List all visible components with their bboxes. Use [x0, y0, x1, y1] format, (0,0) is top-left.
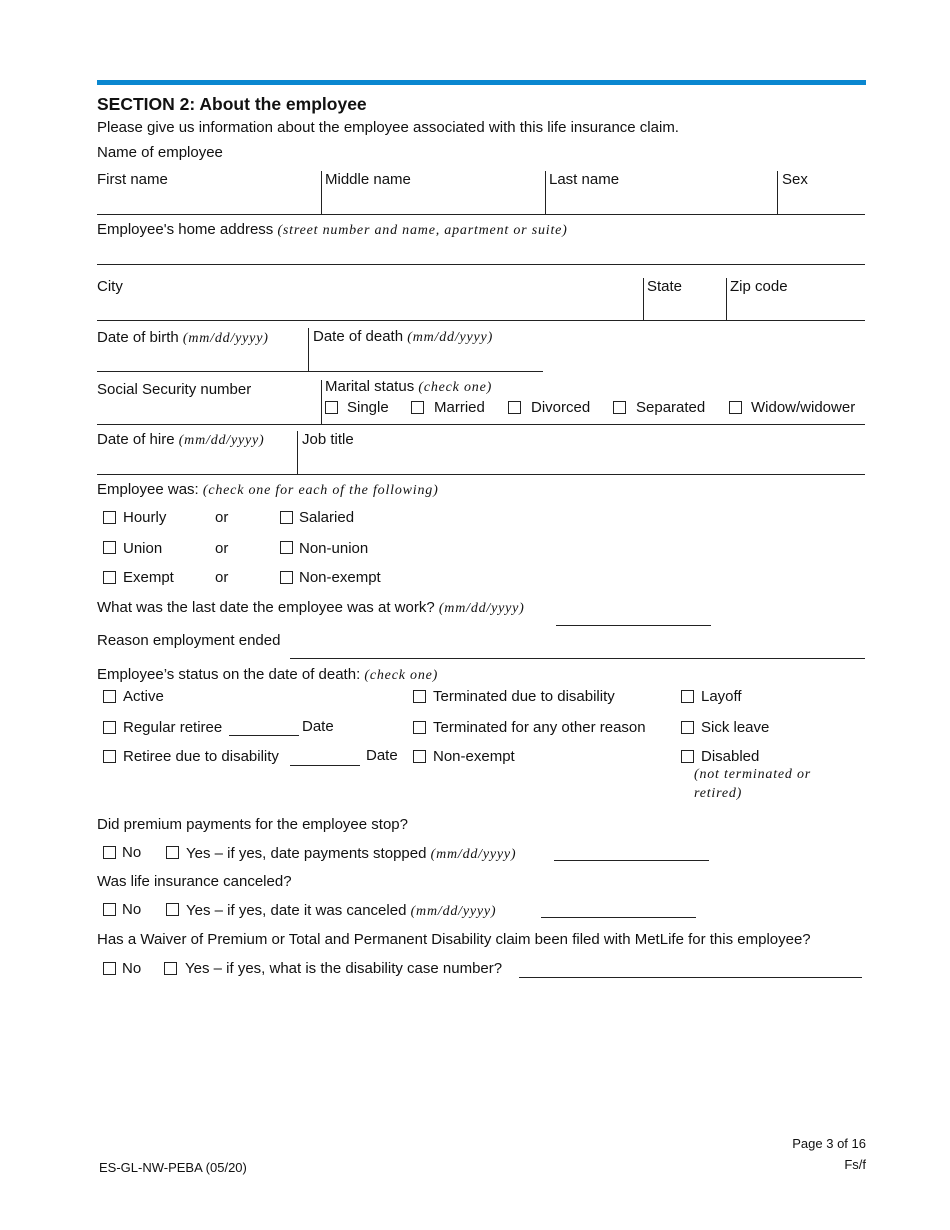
field-underline — [556, 625, 711, 626]
status-hint: (check one) — [364, 668, 439, 683]
last-name-label: Last name — [549, 171, 620, 188]
disabled-label: Disabled — [701, 748, 760, 765]
field-underline — [541, 917, 696, 918]
name-heading: Name of employee — [97, 144, 223, 161]
zip-label: Zip code — [730, 278, 788, 295]
form-id: ES-GL-NW-PEBA (05/20) — [99, 1160, 247, 1175]
regular-retiree-date-field[interactable] — [229, 718, 299, 735]
employee-was-hint: (check one for each of the following) — [202, 483, 439, 498]
sick-leave-checkbox[interactable] — [681, 721, 694, 734]
status-label-text: Employee’s status on the date of death: — [97, 666, 361, 683]
disabled-note: (not terminated or — [694, 767, 812, 782]
home-address-hint: (street number and name, apartment or suite) — [277, 223, 568, 238]
marital-widow-checkbox[interactable] — [729, 401, 742, 414]
marital-status-label-text: Marital status — [325, 378, 415, 395]
employee-was-label-text: Employee was: — [97, 481, 199, 498]
canceled-yes-label-text: Yes – if yes, date it was canceled — [186, 902, 407, 919]
last-date-label-text: What was the last date the employee was at work? — [97, 599, 435, 616]
terminated-other-label: Terminated for any other reason — [433, 719, 646, 736]
city-label: City — [97, 278, 123, 295]
active-checkbox[interactable] — [103, 690, 116, 703]
premium-yes-label-text: Yes – if yes, date payments stopped — [186, 845, 427, 862]
canceled-no-checkbox[interactable] — [103, 903, 116, 916]
marital-divorced-label: Divorced — [531, 399, 591, 416]
ssn-field[interactable] — [97, 376, 320, 424]
sex-field[interactable] — [778, 168, 865, 214]
field-underline — [290, 658, 865, 659]
section-title: SECTION 2: About the employee — [97, 94, 367, 114]
first-name-label: First name — [97, 171, 168, 188]
state-field[interactable] — [644, 272, 726, 320]
canceled-no-label: No — [122, 901, 142, 918]
sex-label: Sex — [782, 171, 808, 188]
status-non-exempt-checkbox[interactable] — [413, 750, 426, 763]
marital-separated-label: Separated — [636, 399, 706, 416]
non-union-label: Non-union — [299, 540, 369, 557]
regular-retiree-checkbox[interactable] — [103, 721, 116, 734]
non-exempt-label: Non-exempt — [299, 569, 381, 586]
page-code: Fs/f — [844, 1157, 866, 1172]
middle-name-field[interactable] — [322, 168, 544, 214]
salaried-label: Salaried — [299, 509, 355, 526]
hourly-checkbox[interactable] — [103, 511, 116, 524]
marital-widow-label: Widow/widower — [751, 399, 856, 416]
exempt-label: Exempt — [123, 569, 174, 586]
field-underline — [97, 474, 865, 475]
non-exempt-checkbox[interactable] — [280, 571, 293, 584]
canceled-date-field[interactable] — [541, 897, 696, 917]
dod-hint: (mm/dd/yyyy) — [407, 330, 494, 345]
marital-status-hint: (check one) — [418, 380, 493, 395]
regular-retiree-label: Regular retiree — [123, 719, 223, 736]
premium-no-checkbox[interactable] — [103, 846, 116, 859]
disabled-checkbox[interactable] — [681, 750, 694, 763]
exempt-checkbox[interactable] — [103, 571, 116, 584]
field-underline — [97, 320, 865, 321]
waiver-no-checkbox[interactable] — [103, 962, 116, 975]
field-underline — [229, 735, 299, 736]
middle-name-label: Middle name — [325, 171, 411, 188]
or-label: or — [215, 540, 229, 557]
union-label: Union — [123, 540, 163, 557]
retiree-disability-label: Retiree due to disability — [123, 748, 279, 765]
marital-married-checkbox[interactable] — [411, 401, 424, 414]
last-date-hint: (mm/dd/yyyy) — [438, 601, 525, 616]
field-underline — [97, 264, 865, 265]
union-checkbox[interactable] — [103, 541, 116, 554]
canceled-yes-label — [186, 902, 496, 920]
section-intro: Please give us information about the employee associated with this life insurance claim. — [97, 119, 679, 136]
job-title-field[interactable] — [298, 428, 865, 474]
home-address-label — [97, 221, 568, 239]
reason-field[interactable] — [290, 636, 865, 658]
waiver-case-number-field[interactable] — [519, 957, 862, 977]
non-union-checkbox[interactable] — [280, 541, 293, 554]
premium-hint: (mm/dd/yyyy) — [430, 847, 517, 862]
terminated-disability-checkbox[interactable] — [413, 690, 426, 703]
dod-label-text: Date of death — [313, 328, 404, 345]
marital-single-checkbox[interactable] — [325, 401, 338, 414]
premium-yes-label — [186, 845, 516, 863]
marital-married-label: Married — [434, 399, 485, 416]
layoff-label: Layoff — [701, 688, 742, 705]
waiver-no-label: No — [122, 960, 142, 977]
waiver-question: Has a Waiver of Premium or Total and Permanent Disability claim been filed with MetLife for this employee? — [97, 931, 811, 948]
reason-label: Reason employment ended — [97, 632, 281, 649]
field-underline — [519, 977, 862, 978]
field-underline — [97, 424, 865, 425]
retiree-disability-checkbox[interactable] — [103, 750, 116, 763]
marital-separated-checkbox[interactable] — [613, 401, 626, 414]
field-underline — [97, 371, 543, 372]
dod-field[interactable] — [309, 326, 542, 371]
or-label: or — [215, 509, 229, 526]
job-title-label: Job title — [302, 431, 354, 448]
home-address-field[interactable] — [97, 240, 865, 264]
field-underline — [290, 765, 360, 766]
premium-yes-checkbox[interactable] — [166, 846, 179, 859]
status-non-exempt-label: Non-exempt — [433, 748, 515, 765]
sick-leave-label: Sick leave — [701, 719, 770, 736]
employee-was-label — [97, 481, 439, 499]
zip-field[interactable] — [727, 272, 865, 320]
city-field[interactable] — [97, 272, 642, 320]
marital-status-label — [325, 378, 492, 396]
status-label — [97, 666, 438, 684]
ssn-label: Social Security number — [97, 381, 252, 398]
hourly-label: Hourly — [123, 509, 167, 526]
hire-date-field[interactable] — [97, 428, 297, 474]
section-divider-bar — [97, 80, 866, 85]
home-address-label-text: Employee's home address — [97, 221, 274, 238]
premium-question: Did premium payments for the employee stop? — [97, 816, 408, 833]
last-name-field[interactable] — [546, 168, 777, 214]
first-name-field[interactable] — [97, 168, 321, 214]
terminated-disability-label: Terminated due to disability — [433, 688, 615, 705]
salaried-checkbox[interactable] — [280, 511, 293, 524]
premium-no-label: No — [122, 844, 142, 861]
dob-label-text: Date of birth — [97, 329, 179, 346]
marital-single-label: Single — [347, 399, 389, 416]
canceled-hint: (mm/dd/yyyy) — [410, 904, 497, 919]
field-underline — [97, 214, 865, 215]
canceled-question: Was life insurance canceled? — [97, 873, 292, 890]
last-date-field[interactable] — [556, 604, 711, 625]
layoff-checkbox[interactable] — [681, 690, 694, 703]
hire-date-label-text: Date of hire — [97, 431, 175, 448]
canceled-yes-checkbox[interactable] — [166, 903, 179, 916]
premium-date-field[interactable] — [554, 840, 709, 860]
dob-field[interactable] — [97, 326, 307, 371]
page-number: Page 3 of 16 — [792, 1136, 866, 1151]
dob-hint: (mm/dd/yyyy) — [182, 331, 269, 346]
retiree-disability-date-label: Date — [366, 747, 398, 764]
marital-divorced-checkbox[interactable] — [508, 401, 521, 414]
or-label: or — [215, 569, 229, 586]
waiver-yes-label: Yes – if yes, what is the disability case number? — [185, 960, 503, 977]
field-underline — [554, 860, 709, 861]
waiver-yes-checkbox[interactable] — [164, 962, 177, 975]
hire-date-hint: (mm/dd/yyyy) — [178, 433, 265, 448]
active-label: Active — [123, 688, 164, 705]
state-label: State — [647, 278, 683, 295]
divider — [321, 380, 322, 424]
disabled-note: retired) — [694, 786, 743, 801]
terminated-other-checkbox[interactable] — [413, 721, 426, 734]
retiree-disability-date-field[interactable] — [290, 748, 360, 765]
regular-retiree-date-label: Date — [302, 718, 334, 735]
last-date-label — [97, 599, 525, 617]
